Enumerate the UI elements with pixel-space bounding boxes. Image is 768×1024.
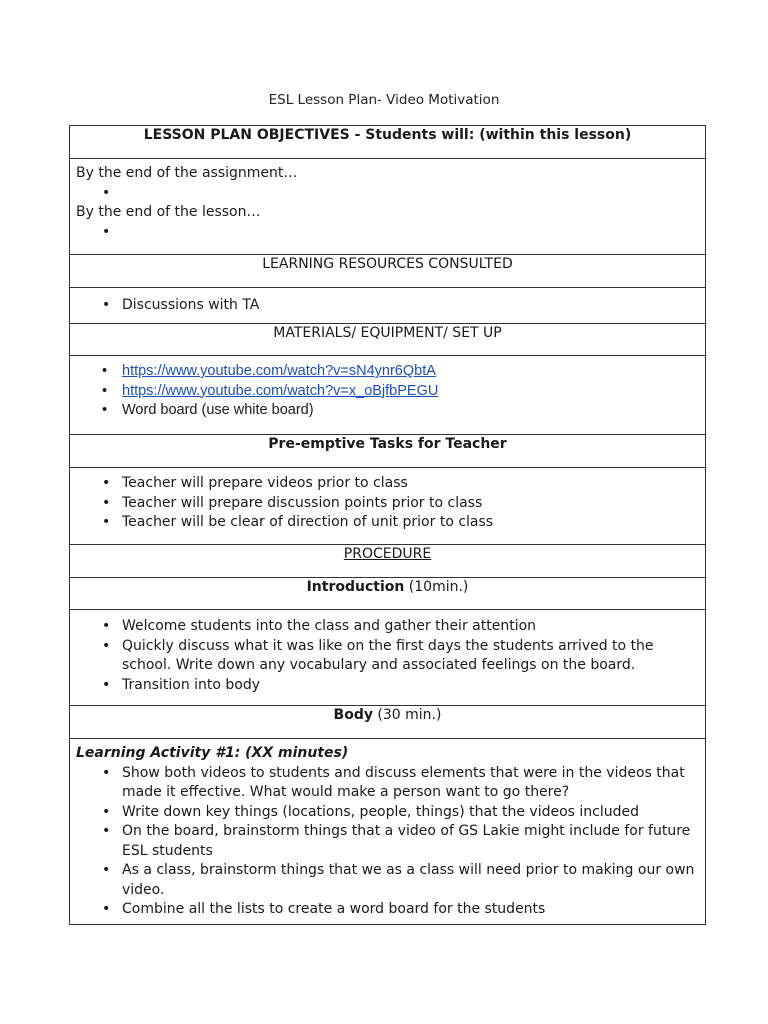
- lesson-plan-table: [69, 125, 706, 925]
- introduction-list: [76, 617, 699, 695]
- list-item: • Teacher will be clear of direction of unit prior to class: [122, 513, 699, 533]
- preemptive-header: Pre-emptive Tasks for Teacher: [70, 435, 706, 468]
- list-item: • Combine all the lists to create a word board for the students: [122, 900, 699, 920]
- youtube-link-1[interactable]: https://www.youtube.com/watch?v=sN4ynr6QbtA: [122, 363, 436, 379]
- activity-title: Learning Activity #1: (XX minutes): [76, 745, 349, 761]
- list-item: • Write down key things (locations, people, things) that the videos included: [122, 803, 699, 823]
- resources-list: [76, 296, 699, 316]
- list-item: • Word board (use white board): [122, 401, 699, 421]
- resources-header: LEARNING RESOURCES CONSULTED: [70, 255, 706, 288]
- procedure-header-row: [70, 545, 706, 578]
- body-duration: (30 min.): [372, 707, 442, 723]
- objectives-cell: [70, 159, 706, 255]
- introduction-header-row: [70, 578, 706, 610]
- youtube-link-2[interactable]: https://www.youtube.com/watch?v=x_oBjfbPEGU: [122, 382, 439, 399]
- lesson-line: By the end of the lesson…: [76, 204, 261, 220]
- list-item: • Discussions with TA: [122, 296, 699, 316]
- assignment-list: [76, 184, 699, 204]
- introduction-header-cell: [70, 578, 706, 610]
- list-item: [122, 184, 699, 204]
- list-item: • As a class, brainstorm things that we as a class will need prior to making our own video.: [122, 861, 699, 900]
- materials-row: [70, 356, 706, 435]
- assignment-line: By the end of the assignment…: [76, 165, 298, 181]
- introduction-row: [70, 610, 706, 706]
- body-label: Body: [333, 707, 373, 723]
- list-item: [122, 362, 699, 382]
- introduction-cell: [70, 610, 706, 706]
- introduction-duration: (10min.): [404, 579, 469, 595]
- objectives-header-row: [70, 126, 706, 159]
- preemptive-header-row: [70, 435, 706, 468]
- list-item: • Teacher will prepare discussion points prior to class: [122, 494, 699, 514]
- resources-cell: [70, 288, 706, 324]
- preemptive-cell: [70, 468, 706, 545]
- list-item: • Transition into body: [122, 676, 699, 696]
- list-item: • Quickly discuss what it was like on the first days the students arrived to the school. Write down any vocabulary and associated feelings on the board.: [122, 637, 699, 676]
- resources-row: [70, 288, 706, 324]
- activity-row: [70, 739, 706, 925]
- procedure-header: PROCEDURE: [343, 546, 432, 562]
- procedure-header-cell: [70, 545, 706, 578]
- materials-header-row: [70, 324, 706, 356]
- activity-list: [76, 764, 699, 920]
- introduction-label: Introduction: [306, 579, 405, 595]
- lesson-list: [76, 223, 699, 243]
- list-item: [122, 382, 699, 402]
- document-title: ESL Lesson Plan- Video Motivation: [268, 92, 500, 108]
- materials-header: MATERIALS/ EQUIPMENT/ SET UP: [70, 324, 706, 356]
- list-item: • Teacher will prepare videos prior to class: [122, 474, 699, 494]
- list-item: [122, 223, 699, 243]
- preemptive-row: [70, 468, 706, 545]
- body-header-row: [70, 706, 706, 739]
- objectives-header: LESSON PLAN OBJECTIVES - Students will: (within this lesson): [70, 126, 706, 159]
- materials-list: [76, 362, 699, 421]
- body-header-cell: [70, 706, 706, 739]
- list-item: • Welcome students into the class and gather their attention: [122, 617, 699, 637]
- preemptive-list: [76, 474, 699, 533]
- objectives-row: [70, 159, 706, 255]
- list-item: • On the board, brainstorm things that a video of GS Lakie might include for future ESL students: [122, 822, 699, 861]
- materials-cell: [70, 356, 706, 435]
- resources-header-row: [70, 255, 706, 288]
- activity-cell: [70, 739, 706, 925]
- list-item: • Show both videos to students and discuss elements that were in the videos that made it effective. What would make a person want to go there?: [122, 764, 699, 803]
